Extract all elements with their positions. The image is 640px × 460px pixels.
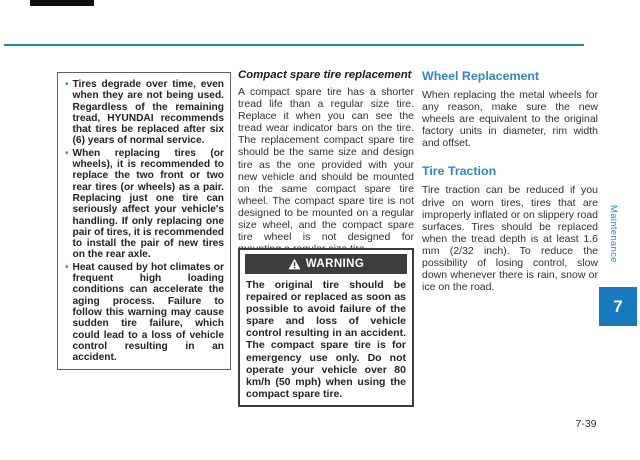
section-body: A compact spare tire has a shorter tread life than a regular size tire. Replace it when you can see the tread wear indicator bars on the tire. The replacement compact spare tire should be the same size and design tire as the one provided with your new vehicle and should be mounted on the same compact spare tire wheel. The compact spare tire is not designed to be mounted on a regular size wheel, and the compact spare tire wheel is not designed for <box>238 86 414 244</box>
bullet-icon: • <box>65 147 69 159</box>
bullet-icon: • <box>65 79 69 90</box>
warning-body: The original tire should be repaired or replaced as soon as possible to avoid failure of the spare and loss of vehicle control resulting in an accident. The compact spare tire is for emergency use only. Do not operate your vehicle over 80 km/h (50 mph) when using the compact spare tire. <box>246 279 406 400</box>
section-body: Tire traction can be reduced if you drive on worn tires, tires that are improperly inflated or on slippery road surfaces. Tires should be replaced when the tread depth is at least 1.6 mm (2/32 inch). To reduce the possibility of losing control, slow down whenever there is rain, snow or ice on the road. <box>422 184 598 294</box>
tire-care-notes-box <box>57 72 231 370</box>
bullet-text: When replacing tires (or wheels), it is recommended to replace the two front or two rear tires (or wheels) as a pair. Replacing just one tire can seriously affect your vehicle's handling. If only replacing one pair of tires, it is recommended to install the pair of new tires on the rear axle. <box>72 147 224 261</box>
warning-title: WARNING <box>305 258 365 270</box>
warning-header <box>245 254 407 274</box>
right-column <box>422 69 598 308</box>
wheel-replacement-section <box>422 69 598 149</box>
section-heading: Tire Traction <box>422 164 497 179</box>
header-rule <box>4 44 584 46</box>
section-heading: Compact spare tire replacement <box>238 69 412 81</box>
compact-spare-section <box>238 69 414 255</box>
list-item <box>63 148 224 261</box>
section-heading: Wheel Replacement <box>422 69 540 83</box>
tire-traction-section <box>422 164 598 293</box>
section-body: When replacing the metal wheels for any reason, make sure the new wheels are equivalent to the original factory units in diameter, rim width and offset. <box>422 89 598 150</box>
list-item <box>63 262 224 364</box>
warning-triangle-icon <box>288 258 301 270</box>
chapter-tab-number: 7 <box>599 287 637 326</box>
warning-box <box>238 248 414 407</box>
page-number: 7-39 <box>575 418 597 430</box>
bullet-text: Heat caused by hot climates or frequent high loading conditions can accelerate the aging process. Failure to follow this warning may cause sudden tire failure, which could lead to a loss of vehicle control resulting in an accident. <box>72 261 224 364</box>
bullet-icon: • <box>65 261 69 273</box>
list-item <box>63 79 224 147</box>
bullet-text: Tires degrade over time, even when they are not being used. Regardless of the remaining tread, HYUNDAI recommends that tires be replaced after six (6) years of normal service. <box>72 79 224 147</box>
chapter-tab-label: Maintenance <box>608 205 619 263</box>
header-crop-bar <box>30 0 94 6</box>
